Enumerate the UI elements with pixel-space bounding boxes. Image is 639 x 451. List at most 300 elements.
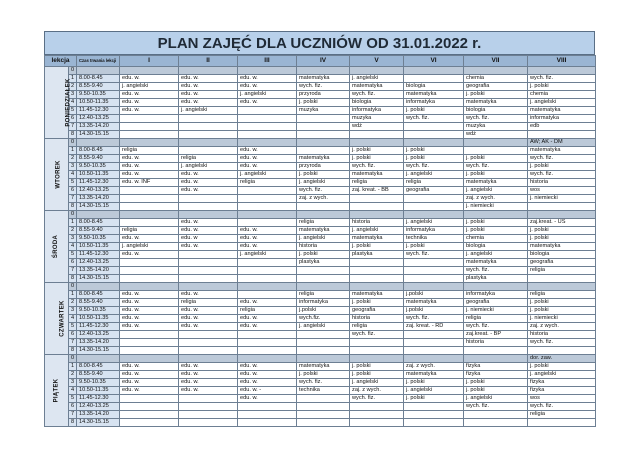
subject-cell: wych. fiz. [350, 331, 404, 339]
extra-note [350, 283, 404, 291]
lesson-time: 10.50-11.35 [77, 243, 120, 251]
subject-cell: wych. fiz. [528, 155, 596, 163]
lesson-row [45, 363, 596, 371]
extra-note [404, 211, 464, 219]
subject-cell [404, 339, 464, 347]
subject-cell: zaj. kreat. - RD [404, 323, 464, 331]
subject-cell: j. polski [464, 219, 528, 227]
subject-cell: matematyka [404, 299, 464, 307]
extra-note [528, 67, 596, 75]
subject-cell [297, 147, 350, 155]
subject-cell: zaj. z wych. [528, 323, 596, 331]
subject-cell: j. polski [350, 363, 404, 371]
extra-note [297, 139, 350, 147]
subject-cell: religia [528, 291, 596, 299]
subject-cell [179, 403, 238, 411]
lesson-row [45, 179, 596, 187]
subject-cell [120, 131, 179, 139]
subject-cell [297, 267, 350, 275]
subject-cell: edu. w. [179, 171, 238, 179]
subject-cell [179, 411, 238, 419]
subject-cell: wych. fiz. [464, 163, 528, 171]
lesson-time [77, 211, 120, 219]
subject-cell: edu. w. [120, 299, 179, 307]
subject-cell [297, 131, 350, 139]
subject-cell: j. polski [464, 379, 528, 387]
subject-cell: j. polski [464, 227, 528, 235]
subject-cell: j. niemiecki [528, 315, 596, 323]
subject-cell: matematyka [297, 227, 350, 235]
subject-cell: zaj.kreat. - US [528, 219, 596, 227]
header-row [45, 56, 596, 67]
subject-cell: j. polski [350, 371, 404, 379]
subject-cell [179, 131, 238, 139]
lesson-row [45, 251, 596, 259]
subject-cell [404, 331, 464, 339]
subject-cell [120, 331, 179, 339]
lesson-row [45, 267, 596, 275]
subject-cell: matematyka [528, 147, 596, 155]
subject-cell: technika [297, 387, 350, 395]
extra-note [238, 211, 297, 219]
subject-cell: wych. fiz. [297, 379, 350, 387]
subject-cell: j. polski [297, 99, 350, 107]
subject-cell: historia [528, 179, 596, 187]
lesson-number: 8 [69, 275, 77, 283]
subject-cell [350, 259, 404, 267]
subject-cell: historia [350, 315, 404, 323]
subject-cell: plastyka [297, 259, 350, 267]
subject-cell: wos [528, 395, 596, 403]
subject-cell: matematyka [297, 75, 350, 83]
subject-cell [238, 403, 297, 411]
extra-note [297, 355, 350, 363]
subject-cell: biologia [464, 107, 528, 115]
subject-cell: j. angielski [464, 251, 528, 259]
subject-cell: j. angielski [179, 163, 238, 171]
subject-cell: geografia [464, 83, 528, 91]
header-class: VII [464, 56, 528, 67]
extra-note [120, 283, 179, 291]
subject-cell [238, 419, 297, 427]
lesson-number: 3 [69, 307, 77, 315]
subject-cell: j. angielski [297, 179, 350, 187]
subject-cell: matematyka [528, 107, 596, 115]
subject-cell: religia [350, 179, 404, 187]
extra-note [120, 211, 179, 219]
subject-cell: j. angielski [179, 107, 238, 115]
extra-note [464, 355, 528, 363]
extra-note: dor. zaw. [528, 355, 596, 363]
lesson-number: 8 [69, 203, 77, 211]
lesson-number: 1 [69, 219, 77, 227]
subject-cell: matematyka [297, 155, 350, 163]
subject-cell: plastyka [464, 275, 528, 283]
lesson-number: 8 [69, 347, 77, 355]
subject-cell [350, 267, 404, 275]
subject-cell [120, 403, 179, 411]
subject-cell: historia [464, 339, 528, 347]
subject-cell: j. niemiecki [528, 195, 596, 203]
subject-cell [464, 347, 528, 355]
lesson-row [45, 347, 596, 355]
subject-cell: informatyka [297, 299, 350, 307]
subject-cell: religia [297, 219, 350, 227]
lesson-number: 7 [69, 195, 77, 203]
extra-note [120, 67, 179, 75]
extra-note [404, 67, 464, 75]
lesson-row [45, 163, 596, 171]
subject-cell [120, 259, 179, 267]
subject-cell [238, 203, 297, 211]
subject-cell: historia [350, 219, 404, 227]
lesson-number: 0 [69, 355, 77, 363]
subject-cell: edu. w. [238, 315, 297, 323]
lesson-row [45, 339, 596, 347]
subject-cell [179, 203, 238, 211]
lesson-time: 9.50-10.35 [77, 379, 120, 387]
extra-note [179, 355, 238, 363]
lesson-time [77, 283, 120, 291]
day-separator-row [45, 283, 596, 291]
lesson-row [45, 275, 596, 283]
lesson-time: 13.35-14.20 [77, 411, 120, 419]
lesson-row [45, 299, 596, 307]
subject-cell: matematyka [464, 179, 528, 187]
subject-cell: informatyka [464, 291, 528, 299]
header-class: I [120, 56, 179, 67]
extra-note [404, 355, 464, 363]
subject-cell: matematyka [464, 259, 528, 267]
subject-cell: informatyka [350, 107, 404, 115]
subject-cell [404, 419, 464, 427]
extra-note [350, 139, 404, 147]
subject-cell: matematyka [350, 171, 404, 179]
lesson-time: 12.40-13.25 [77, 331, 120, 339]
lesson-time: 12.40-13.25 [77, 115, 120, 123]
subject-cell: religia [528, 267, 596, 275]
subject-cell [350, 195, 404, 203]
lesson-number: 4 [69, 315, 77, 323]
subject-cell: edu. w. [179, 363, 238, 371]
lesson-row [45, 187, 596, 195]
subject-cell: wych. fiz. [528, 339, 596, 347]
lesson-row [45, 291, 596, 299]
subject-cell: edu. w. INF [120, 179, 179, 187]
lesson-time [77, 139, 120, 147]
subject-cell: edu. w. [120, 291, 179, 299]
lesson-time: 8.55-9.40 [77, 299, 120, 307]
lesson-number: 8 [69, 419, 77, 427]
extra-note [179, 283, 238, 291]
subject-cell: biologia [464, 243, 528, 251]
day-label [45, 355, 69, 427]
subject-cell: edu. w. [179, 379, 238, 387]
lesson-time: 9.50-10.35 [77, 163, 120, 171]
lesson-row [45, 307, 596, 315]
subject-cell [297, 403, 350, 411]
subject-cell: j. niemiecki [464, 203, 528, 211]
subject-cell [297, 419, 350, 427]
subject-cell [120, 411, 179, 419]
subject-cell: j. polski [528, 299, 596, 307]
subject-cell: edu. w. [179, 91, 238, 99]
lesson-time: 14.30-15.15 [77, 131, 120, 139]
lesson-time: 9.50-10.35 [77, 307, 120, 315]
lesson-number: 4 [69, 171, 77, 179]
lesson-number: 3 [69, 235, 77, 243]
subject-cell [238, 411, 297, 419]
extra-note [238, 283, 297, 291]
subject-cell: wych. fiz. [464, 267, 528, 275]
lesson-row [45, 243, 596, 251]
subject-cell: j. polski [404, 155, 464, 163]
lesson-number: 7 [69, 267, 77, 275]
subject-cell: wych. fiz. [404, 251, 464, 259]
subject-cell: edu. w. [179, 291, 238, 299]
subject-cell [238, 347, 297, 355]
subject-cell [297, 115, 350, 123]
subject-cell: j. polski [297, 371, 350, 379]
day-name: PONIEDZIAŁEK [65, 78, 72, 127]
lesson-time: 11.45-12.30 [77, 107, 120, 115]
subject-cell: geografia [350, 307, 404, 315]
subject-cell: wdż [464, 131, 528, 139]
subject-cell: j.polski [404, 307, 464, 315]
subject-cell [464, 411, 528, 419]
lesson-time: 12.40-13.25 [77, 259, 120, 267]
subject-cell: j. polski [404, 379, 464, 387]
lesson-time: 8.00-8.45 [77, 75, 120, 83]
extra-note [179, 67, 238, 75]
subject-cell [179, 395, 238, 403]
subject-cell [238, 107, 297, 115]
lesson-number: 2 [69, 155, 77, 163]
subject-cell: edu. w. [179, 323, 238, 331]
subject-cell [238, 195, 297, 203]
subject-cell [120, 203, 179, 211]
lesson-time: 8.00-8.45 [77, 147, 120, 155]
subject-cell [120, 267, 179, 275]
extra-note [179, 211, 238, 219]
subject-cell [528, 419, 596, 427]
subject-cell: religia [464, 315, 528, 323]
lesson-row [45, 235, 596, 243]
subject-cell: edu. w. [238, 395, 297, 403]
subject-cell: edu. w. [179, 307, 238, 315]
subject-cell: j. polski [528, 235, 596, 243]
subject-cell: edu. w. [238, 75, 297, 83]
subject-cell: j. angielski [120, 83, 179, 91]
lesson-row [45, 379, 596, 387]
lesson-number: 2 [69, 299, 77, 307]
lesson-time: 10.50-11.35 [77, 387, 120, 395]
lesson-time: 9.50-10.35 [77, 235, 120, 243]
extra-note [238, 139, 297, 147]
subject-cell: edu. w. [179, 99, 238, 107]
subject-cell: j. angielski [238, 171, 297, 179]
subject-cell: religia [238, 307, 297, 315]
subject-cell: edu. w. [120, 91, 179, 99]
day-name: WTOREK [55, 160, 62, 189]
subject-cell [350, 131, 404, 139]
subject-cell [120, 219, 179, 227]
lesson-time: 13.35-14.20 [77, 123, 120, 131]
subject-cell: edu. w. [120, 315, 179, 323]
subject-cell [179, 347, 238, 355]
lesson-time: 8.55-9.40 [77, 155, 120, 163]
subject-cell [179, 115, 238, 123]
lesson-number: 5 [69, 107, 77, 115]
subject-cell: muzyka [350, 115, 404, 123]
subject-cell [238, 331, 297, 339]
lesson-number: 5 [69, 395, 77, 403]
lesson-number: 7 [69, 339, 77, 347]
subject-cell: zaj. kreat. - BB [350, 187, 404, 195]
header-class: IV [297, 56, 350, 67]
lesson-time [77, 67, 120, 75]
lesson-time: 8.55-9.40 [77, 227, 120, 235]
subject-cell: matematyka [404, 91, 464, 99]
subject-cell: j. polski [404, 147, 464, 155]
lesson-time: 11.45-12.30 [77, 323, 120, 331]
subject-cell: j. polski [297, 251, 350, 259]
subject-cell: geografia [404, 187, 464, 195]
subject-cell: edu. w. [179, 387, 238, 395]
subject-cell: j. angielski [404, 219, 464, 227]
lesson-row [45, 315, 596, 323]
subject-cell [238, 339, 297, 347]
subject-cell [238, 275, 297, 283]
extra-note [350, 211, 404, 219]
subject-cell: zaj. z wych. [350, 387, 404, 395]
lesson-number: 3 [69, 91, 77, 99]
subject-cell [297, 395, 350, 403]
subject-cell [179, 331, 238, 339]
lesson-time: 9.50-10.35 [77, 91, 120, 99]
subject-cell: wych. fiz. [464, 115, 528, 123]
extra-note [528, 283, 596, 291]
day-separator-row [45, 355, 596, 363]
subject-cell [179, 267, 238, 275]
header-lekcja: lekcja [45, 56, 77, 67]
extra-note [350, 355, 404, 363]
subject-cell [350, 347, 404, 355]
lesson-number: 6 [69, 403, 77, 411]
subject-cell: religia [120, 147, 179, 155]
day-name: ŚRODA [53, 234, 60, 259]
lesson-number: 0 [69, 67, 77, 75]
subject-cell: edu. w [179, 235, 238, 243]
extra-note [120, 139, 179, 147]
subject-cell [528, 347, 596, 355]
lesson-time: 11.45-12.30 [77, 251, 120, 259]
lesson-number: 0 [69, 139, 77, 147]
subject-cell: edu. w. [238, 379, 297, 387]
subject-cell: wych. fiz. [464, 403, 528, 411]
subject-cell: matematyka [528, 243, 596, 251]
subject-cell: j. polski [528, 307, 596, 315]
subject-cell: wych. fiz. [350, 163, 404, 171]
subject-cell [179, 251, 238, 259]
subject-cell: muzyka [297, 107, 350, 115]
subject-cell [297, 331, 350, 339]
subject-cell: j. angielski [297, 235, 350, 243]
subject-cell [350, 403, 404, 411]
extra-note [120, 355, 179, 363]
day-label [45, 283, 69, 355]
lesson-number: 6 [69, 187, 77, 195]
subject-cell: religia [297, 291, 350, 299]
lesson-time: 13.35-14.20 [77, 195, 120, 203]
header-class: VI [404, 56, 464, 67]
subject-cell: j. niemiecki [464, 307, 528, 315]
subject-cell: przyroda [297, 91, 350, 99]
subject-cell: j. angielski [404, 387, 464, 395]
lesson-row [45, 115, 596, 123]
subject-cell: zaj. z wych. [464, 195, 528, 203]
extra-note [238, 67, 297, 75]
subject-cell [120, 419, 179, 427]
lesson-time: 8.00-8.45 [77, 219, 120, 227]
subject-cell: wych. fiz. [297, 187, 350, 195]
subject-cell: fizyka [464, 363, 528, 371]
header-class: VIII [528, 56, 596, 67]
subject-cell [179, 147, 238, 155]
day-name: CZWARTEK [59, 300, 66, 337]
lesson-row [45, 83, 596, 91]
header-czas: Czas trwania lekcji [77, 56, 120, 67]
subject-cell [238, 123, 297, 131]
extra-note [464, 67, 528, 75]
subject-cell: religia [179, 299, 238, 307]
subject-cell [404, 123, 464, 131]
extra-note [404, 283, 464, 291]
subject-cell [120, 339, 179, 347]
subject-cell: edu. w. [120, 379, 179, 387]
subject-cell: edu. w. [238, 155, 297, 163]
subject-cell: religia [238, 179, 297, 187]
lesson-number: 6 [69, 115, 77, 123]
subject-cell: edu. w. [179, 227, 238, 235]
subject-cell [179, 259, 238, 267]
subject-cell: j. polski [464, 171, 528, 179]
subject-cell [404, 411, 464, 419]
subject-cell: geografia [528, 259, 596, 267]
subject-cell: wych.fiz. [297, 315, 350, 323]
subject-cell [238, 259, 297, 267]
day-name: PIĄTEK [53, 378, 60, 403]
subject-cell: fizyka [528, 387, 596, 395]
subject-cell: wych. fiz. [464, 323, 528, 331]
lesson-row [45, 99, 596, 107]
subject-cell: wych. fiz. [404, 163, 464, 171]
lesson-row [45, 131, 596, 139]
subject-cell: wych. fiz. [528, 403, 596, 411]
subject-cell: wych. fiz. [297, 83, 350, 91]
lesson-number: 2 [69, 371, 77, 379]
lesson-time: 13.35-14.20 [77, 339, 120, 347]
lesson-number: 7 [69, 123, 77, 131]
subject-cell: informatyka [404, 99, 464, 107]
subject-cell: edu. w. [179, 219, 238, 227]
subject-cell [179, 339, 238, 347]
schedule-sheet [44, 31, 595, 427]
lesson-number: 3 [69, 163, 77, 171]
subject-cell: j. polski [528, 227, 596, 235]
subject-cell: edu. w. [120, 251, 179, 259]
subject-cell: j. angielski [464, 395, 528, 403]
